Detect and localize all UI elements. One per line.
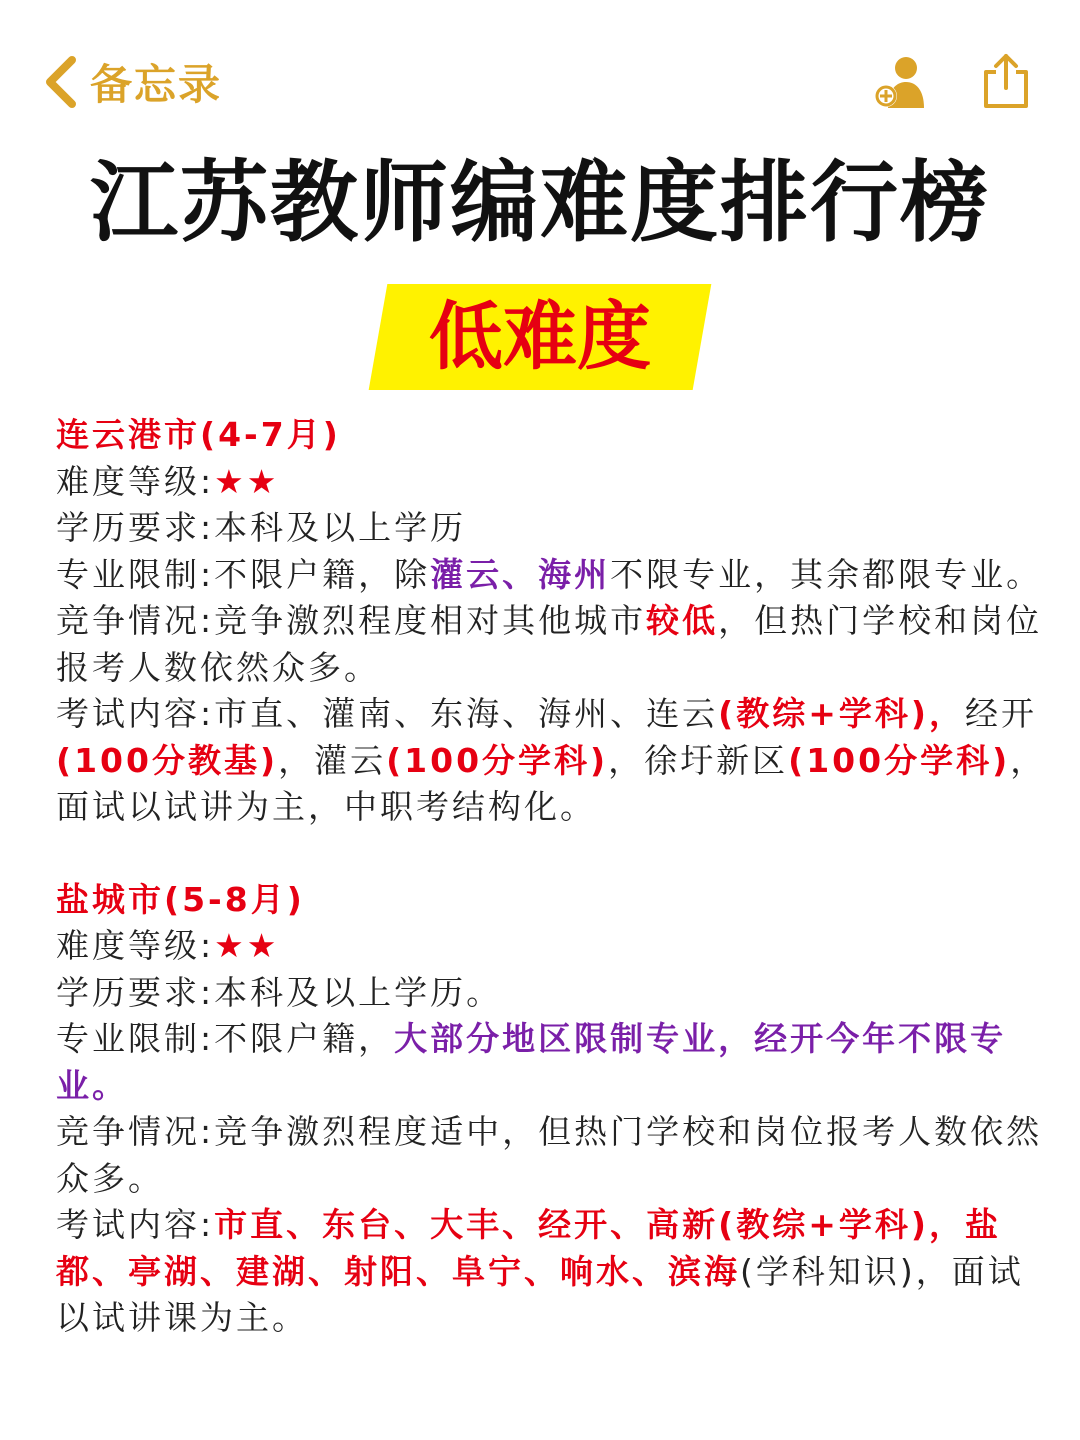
major-highlight: 大部分地区限制专业，经开今年不限专业。 — [56, 1019, 1007, 1105]
exam-text: ，面试以试讲为主，中职考结构化。 — [56, 740, 1047, 826]
banner-label: 低难度 — [429, 294, 651, 380]
add-user-icon — [872, 97, 932, 116]
back-button[interactable] — [42, 50, 222, 114]
share-button[interactable] — [980, 52, 1032, 110]
city-heading: 连云港市(4-7月) — [56, 415, 341, 454]
difficulty-stars: ★★ — [214, 461, 280, 501]
competition-text: ，但热门学校和岗位报考人数依然众多。 — [56, 601, 1043, 687]
competition-text: 竞争激烈程度适中，但热门学校和岗位报考人数依然众多。 — [56, 1112, 1043, 1198]
exam-highlight: (100分教基) — [56, 740, 279, 780]
difficulty-row — [56, 459, 1056, 506]
back-label: 备忘录 — [90, 60, 223, 109]
add-user-button[interactable] — [872, 52, 932, 112]
competition-label: 竞争情况: — [56, 1112, 215, 1151]
share-icon — [980, 95, 1032, 114]
exam-label: 考试内容: — [56, 694, 215, 733]
difficulty-row — [56, 923, 1056, 970]
major-row — [56, 552, 1056, 599]
competition-label: 竞争情况: — [56, 601, 215, 640]
chevron-left-icon — [42, 56, 78, 108]
difficulty-label: 难度等级: — [56, 926, 215, 965]
difficulty-stars: ★★ — [214, 926, 280, 965]
competition-row — [56, 598, 1056, 691]
major-text: 不限户籍， — [214, 1019, 395, 1058]
major-label: 专业限制: — [56, 1019, 215, 1058]
competition-highlight: 较低 — [646, 601, 719, 640]
exam-highlight: (100分学科) — [788, 740, 1011, 780]
education-value: 本科及以上学历。 — [214, 972, 503, 1012]
city-heading: 盐城市(5-8月) — [56, 879, 305, 919]
exam-highlight: (100分学科) — [386, 740, 609, 780]
page-title: 江苏教师编难度排行榜 — [89, 151, 990, 254]
difficulty-label: 难度等级: — [56, 461, 215, 501]
exam-row — [56, 691, 1056, 831]
exam-label: 考试内容: — [56, 1205, 215, 1244]
major-row — [56, 1016, 1056, 1109]
exam-text: (学科知识)，面试以试讲课为主。 — [56, 1251, 1024, 1337]
exam-text: 市直、灌南、东海、海州、连云 — [214, 694, 719, 733]
exam-text: 经开 — [964, 694, 1037, 733]
competition-row — [56, 1109, 1056, 1202]
exam-highlight: (教综+学科)， — [718, 694, 965, 733]
major-text: 不限专业，其余都限专业。 — [610, 554, 1043, 594]
note-body — [56, 412, 1056, 1342]
competition-text: 竞争激烈程度相对其他城市 — [214, 601, 647, 640]
exam-row — [56, 1202, 1056, 1342]
city-section-lianyungang — [56, 412, 1056, 831]
exam-text: ，灌云 — [278, 740, 387, 780]
education-label: 学历要求: — [56, 508, 215, 547]
education-row — [56, 970, 1056, 1017]
city-section-yancheng — [56, 877, 1056, 1342]
difficulty-banner — [378, 284, 702, 390]
major-text: 不限户籍，除 — [214, 554, 431, 594]
education-value: 本科及以上学历 — [214, 508, 467, 547]
exam-highlight: 市直、东台、大丰、经开、高新(教综+学科)，盐都、亭湖、建湖、射阳、阜宁、响水、滨海 — [56, 1205, 1001, 1291]
major-highlight: 灌云、海州 — [430, 554, 611, 594]
education-label: 学历要求: — [56, 972, 215, 1012]
education-row — [56, 505, 1056, 552]
exam-text: ，徐圩新区 — [608, 740, 789, 780]
major-label: 专业限制: — [56, 554, 215, 594]
navigation-bar — [0, 0, 1080, 150]
